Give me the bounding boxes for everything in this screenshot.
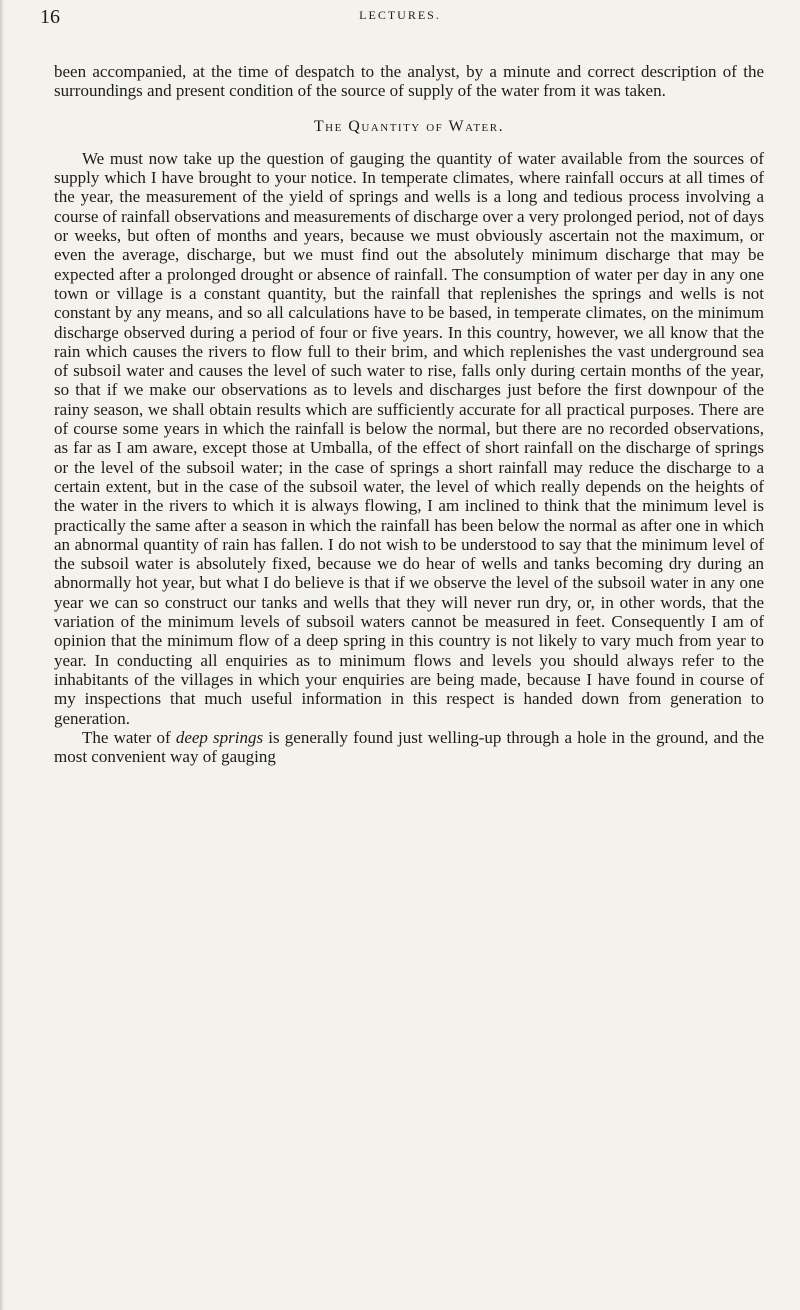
page-number: 16 xyxy=(40,6,60,28)
deep-springs-italic: deep springs xyxy=(175,727,264,747)
paragraph-deep-springs xyxy=(54,728,764,767)
paragraph-deep-springs-start: The water of xyxy=(82,727,176,747)
opening-paragraph: been accompanied, at the time of despatch to the analyst, by a minute and correct description of the surroundings and present condition of the source of supply of the water from it was taken. xyxy=(54,62,764,101)
running-head: LECTURES. xyxy=(359,8,441,22)
section-heading: The Quantity of Water. xyxy=(313,117,505,135)
page-edge-shadow xyxy=(0,0,4,1310)
paragraph-quantity-of-water: We must now take up the question of gauging the quantity of water available from the sources of supply which I have brought to your notice. In temperate climates, where rainfall occurs at all times of the year, the measurement of the yield of springs and wells is a long and tedious process involving a course of rainfall observations and measurements of discharge over a very prolonged period, not of days or weeks, but often of months and years, because we must obviously ascertain not the maximum, or even the average, discharge, but we must find out the absolutely minimum discharge that may be expected after a prolonged drought or absence of rainfall. The consumption of water per day in any one town or village is a constant quantity, but the rainfall that replenishes the springs and wells is not constant by any means, and so all calculations have to be based, in temperate climates, on the minimum discharge observed during a period of four or five years. In this country, however, we all know that the rain which causes the rivers to flow full to their brim, and which replenishes the vast underground sea of subsoil water and causes the level of such water to rise, falls only during certain months of the year, so that if we make our observations as to levels and discharges just before the first downpour of the rainy season, we shall obtain results which are sufficiently accurate for all practical purposes. There are of course some years in which the rainfall is below the normal, but there are no recorded observations, as far as I am aware, except those at Umballa, of the effect of short rainfall on the discharge of springs or the level of the subsoil water; in the case of springs a short rainfall may reduce the discharge to a certain extent, but in the case of the subsoil water, the level of which really depends on the heights of the water in the rivers to which it is always flowing, I am inclined to think that the minimum level is practically the same after a season in which the rainfall has been below the normal as after one in which an abnormal quantity of rain has fallen. I do not wish to be understood to say that the minimum level of the subsoil water is absolutely fixed, because we do hear of wells and tanks becoming dry during an abnormally hot year, but what I do believe is that if we observe the level of the subsoil water in any one year we can so construct our tanks and wells that they will never run dry, or, in other words, that the variation of the minimum levels of subsoil waters cannot be measured in feet. Consequently I am of opinion that the minimum flow of a deep spring in this country is not likely to vary much from year to year. In conducting all enquiries as to minimum flows and levels you should always refer to the inhabitants of the villages in which your enquiries are being made, because I have found in course of my inspections that much useful information in this respect is handed down from generation to generation. xyxy=(54,148,764,728)
paragraph-deep-springs-end: is generally found just welling-up through a hole in the ground, and the most convenient way of gauging xyxy=(54,727,765,767)
body-text xyxy=(54,62,764,766)
